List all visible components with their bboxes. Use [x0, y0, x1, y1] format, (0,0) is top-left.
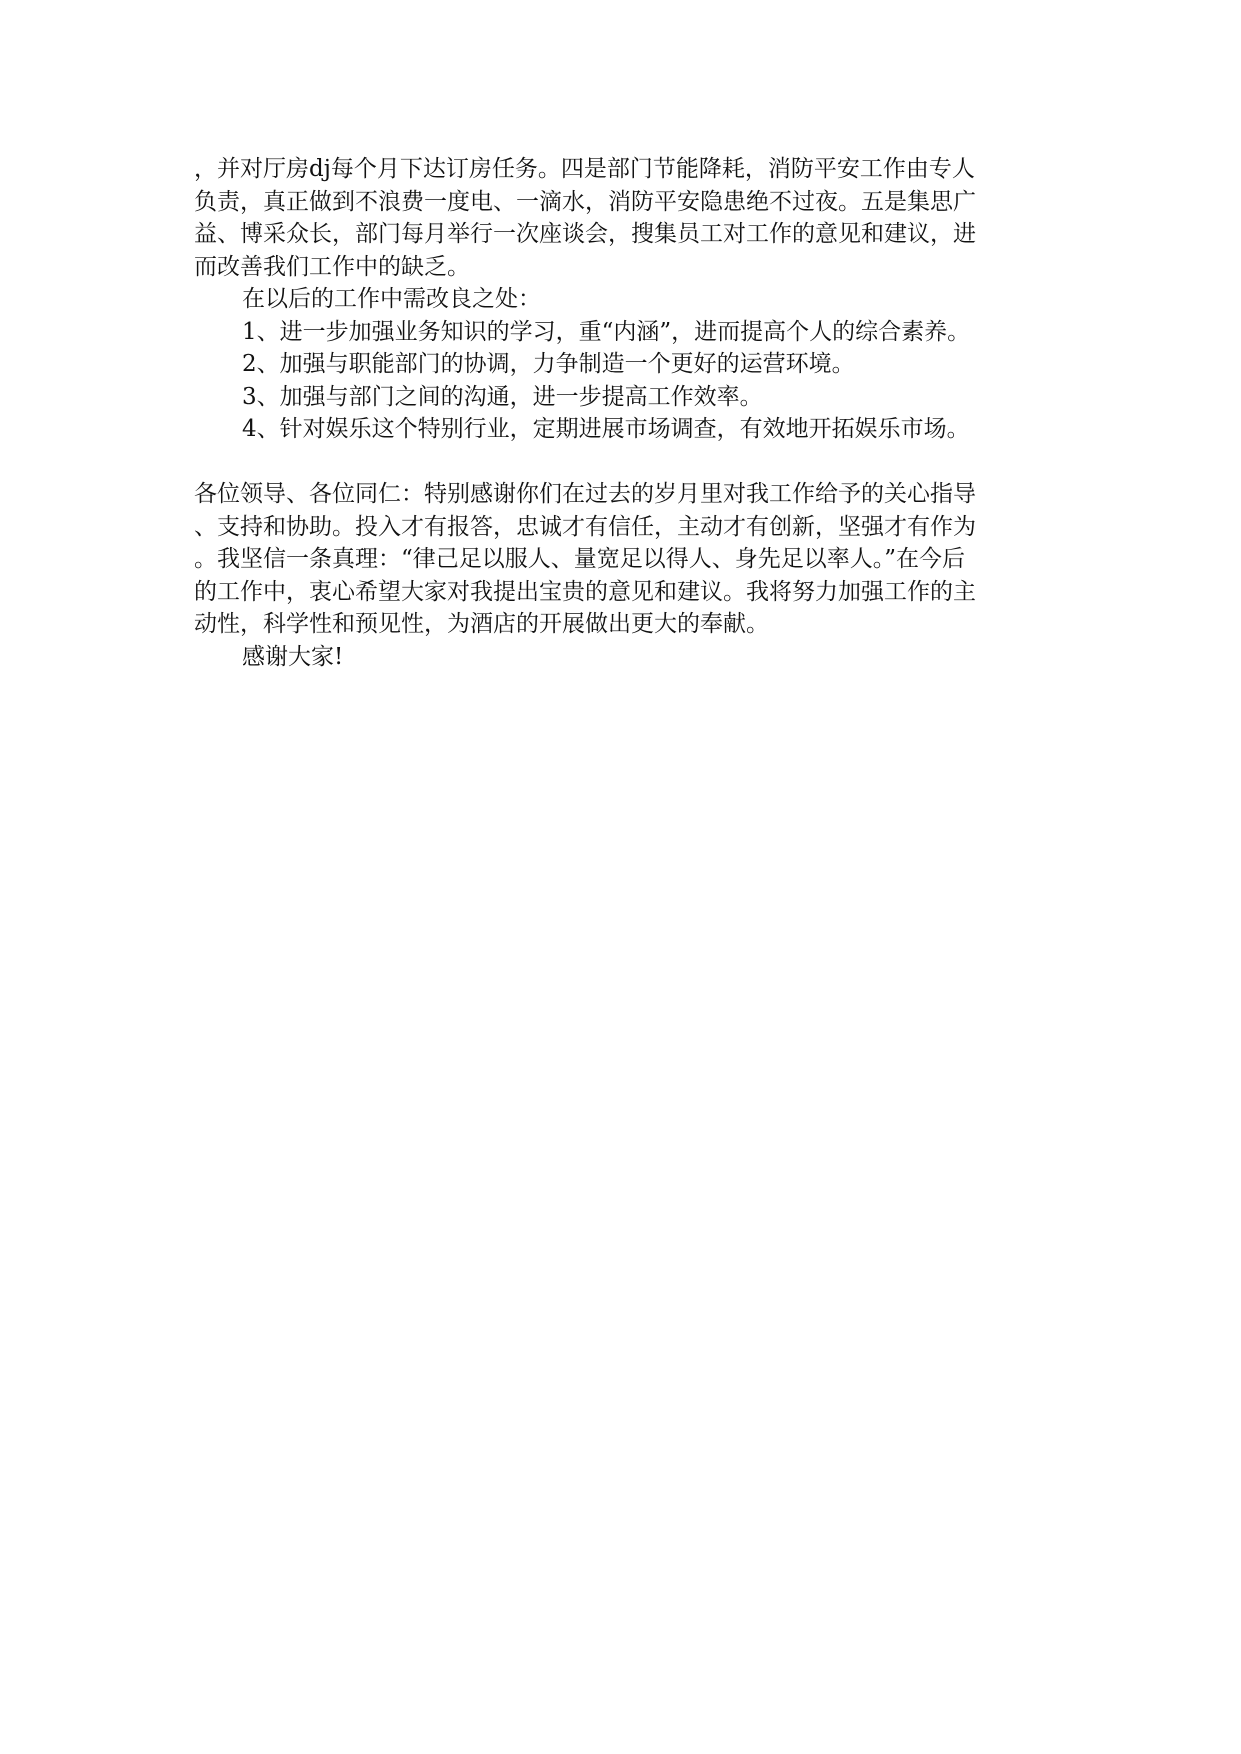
closing-line: 动性，科学性和预见性，为酒店的开展做出更大的奉献。	[194, 611, 769, 637]
improvement-item: 4、针对娱乐这个特别行业，定期进展市场调查，有效地开拓娱乐市场。	[242, 416, 970, 442]
paragraph-line: 而改善我们工作中的缺乏。	[194, 253, 470, 280]
closing-line: 、支持和协助。投入才有报答，忠诚才有信任，主动才有创新，坚强才有作为	[194, 513, 976, 540]
closing-line: 的工作中，衷心希望大家对我提出宝贵的意见和建议。我将努力加强工作的主	[194, 578, 976, 605]
improvement-item: 2、加强与职能部门的协调，力争制造一个更好的运营环境。	[242, 351, 855, 377]
improvement-item: 1、进一步加强业务知识的学习，重“内涵”，进而提高个人的综合素养。	[242, 318, 971, 345]
blank-line	[194, 446, 1050, 479]
closing-line: 。我坚信一条真理：“律己足以服人、量宽足以得人、身先足以率人。”在今后	[194, 546, 966, 572]
thanks-line: 感谢大家!	[242, 643, 344, 670]
improvements-heading: 在以后的工作中需改良之处：	[242, 286, 541, 312]
improvement-item: 3、加强与部门之间的沟通，进一步提高工作效率。	[242, 383, 763, 410]
closing-line: 各位领导、各位同仁：特别感谢你们在过去的岁月里对我工作给予的关心指导	[194, 481, 976, 507]
document-page	[194, 153, 1050, 673]
paragraph-line: 益、博采众长，部门每月举行一次座谈会，搜集员工对工作的意见和建议，进	[194, 221, 976, 247]
paragraph-line: ，并对厅房dj每个月下达订房任务。四是部门节能降耗，消防平安工作由专人	[194, 156, 975, 182]
paragraph-line: 负责，真正做到不浪费一度电、一滴水，消防平安隐患绝不过夜。五是集思广	[194, 188, 976, 215]
